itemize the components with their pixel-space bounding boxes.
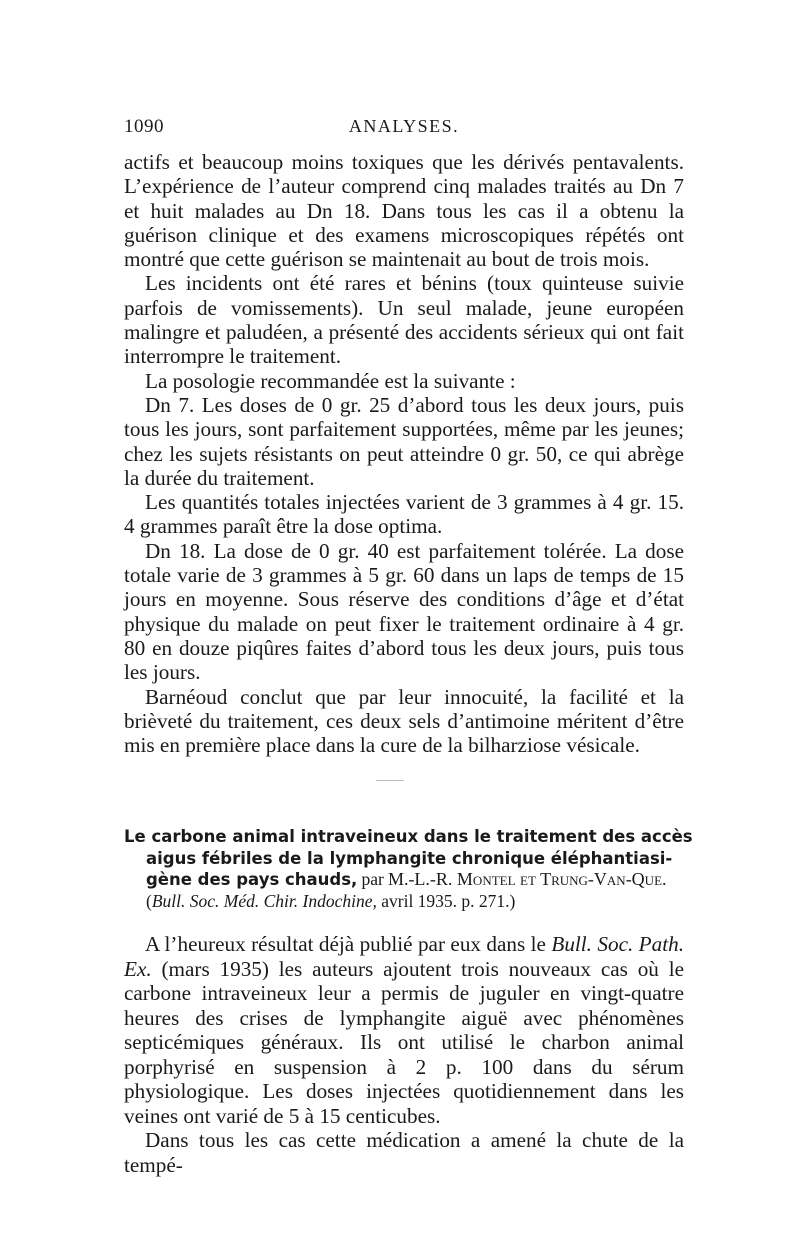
body-paragraph: La posologie recommandée est la suivante :: [145, 368, 516, 393]
body-paragraph: Dn 18. La dose de 0 gr. 40 est parfaitement tolérée. La dose totale varie de 3 grammes à 5 gr. 60 dans un laps de temps de 15 jours en moyenne. Sous réserve des conditions d’âge et d’état physique du malade on peut fixer le traitement ordinaire à 4 gr. 80 en douze piqûres faites d’abord tous les deux jours, puis tous les jours.: [124, 538, 684, 685]
running-title: ANALYSES.: [348, 116, 460, 136]
reference-details: avril 1935. p. 271.): [381, 890, 516, 911]
reference-open-paren: (: [146, 890, 152, 911]
by-text: par: [361, 869, 384, 889]
body-paragraph: actifs et beaucoup moins toxiques que les dérivés pentavalents. L’expérience de l’auteur comprend cinq malades traités au Dn 7 et huit malades au Dn 18. Dans tous les cas il a obtenu la guérison clinique et des examens microscopiques répétés ont montré que cette guérison se maintenait au bout de trois mois.: [124, 150, 684, 272]
article-text: A l’heureux résultat déjà publié par eux dans le: [145, 932, 552, 956]
body-paragraph: Les quantités totales injectées varient de 3 grammes à 4 gr. 15. 4 grammes paraît être la dose optima.: [124, 490, 684, 539]
article-paragraph: [124, 932, 684, 1128]
reference-journal: Bull. Soc. Méd. Chir. Indochine,: [151, 890, 377, 911]
article-heading: [124, 826, 693, 912]
article-title-line: [124, 848, 690, 870]
page-number: 1090: [124, 116, 164, 137]
body-paragraph: Barnéoud conclut que par leur innocuité, la facilité et la brièveté du traitement, ces deux sels d’antimoine méritent d’être mis en première place dans la cure de la bilharziose vésicale.: [124, 684, 684, 758]
article-title-line: Le carbone animal intraveineux dans le traitement des accès: [124, 827, 693, 846]
article-title-text: aigus fébriles de la lymphangite chronique éléphantiasi-: [146, 848, 673, 868]
article-body: [124, 932, 684, 1177]
article-text: (mars 1935) les auteurs ajoutent trois nouveaux cas où le carbone intraveineux leur a permis de juguler en vingt-quatre heures des crises de lymphangite aiguë avec phénomènes septicémiques généraux. Ils ont utilisé le charbon animal porphyrisé en suspension à 2 p. 100 dans du sérum physiologique. Les doses injectées quotidiennement dans les veines ont varié de 5 à 15 centicubes.: [124, 956, 684, 1128]
body-paragraph: Dn 7. Les doses de 0 gr. 25 d’abord tous les deux jours, puis tous les jours, sont parfaitement supportées, même par les jeunes; chez les sujets résistants on peut atteindre 0 gr. 50, ce qui abrège la durée du traitement.: [124, 392, 684, 490]
article-title-authors-line: [124, 869, 690, 891]
article-title-text: gène des pays chauds,: [146, 870, 358, 889]
article-paragraph: Dans tous les cas cette médication a amené la chute de la tempé-: [124, 1128, 684, 1177]
previous-analysis-text: [124, 150, 684, 757]
article-authors: M.-L.-R. Montel et Trung-Van-Que.: [387, 869, 667, 889]
body-paragraph: Les incidents ont été rares et bénins (toux quinteuse suivie parfois de vomissements). Un seul malade, jeune européen malingre et paludéen, a présenté des accidents sérieux qui ont fait interrompre le traitement.: [124, 271, 684, 369]
article-reference: [124, 891, 690, 913]
article-journal-ref: Bull. Soc. Path. Ex.: [124, 932, 684, 981]
page-header: [124, 116, 684, 144]
section-separator: [376, 780, 404, 781]
